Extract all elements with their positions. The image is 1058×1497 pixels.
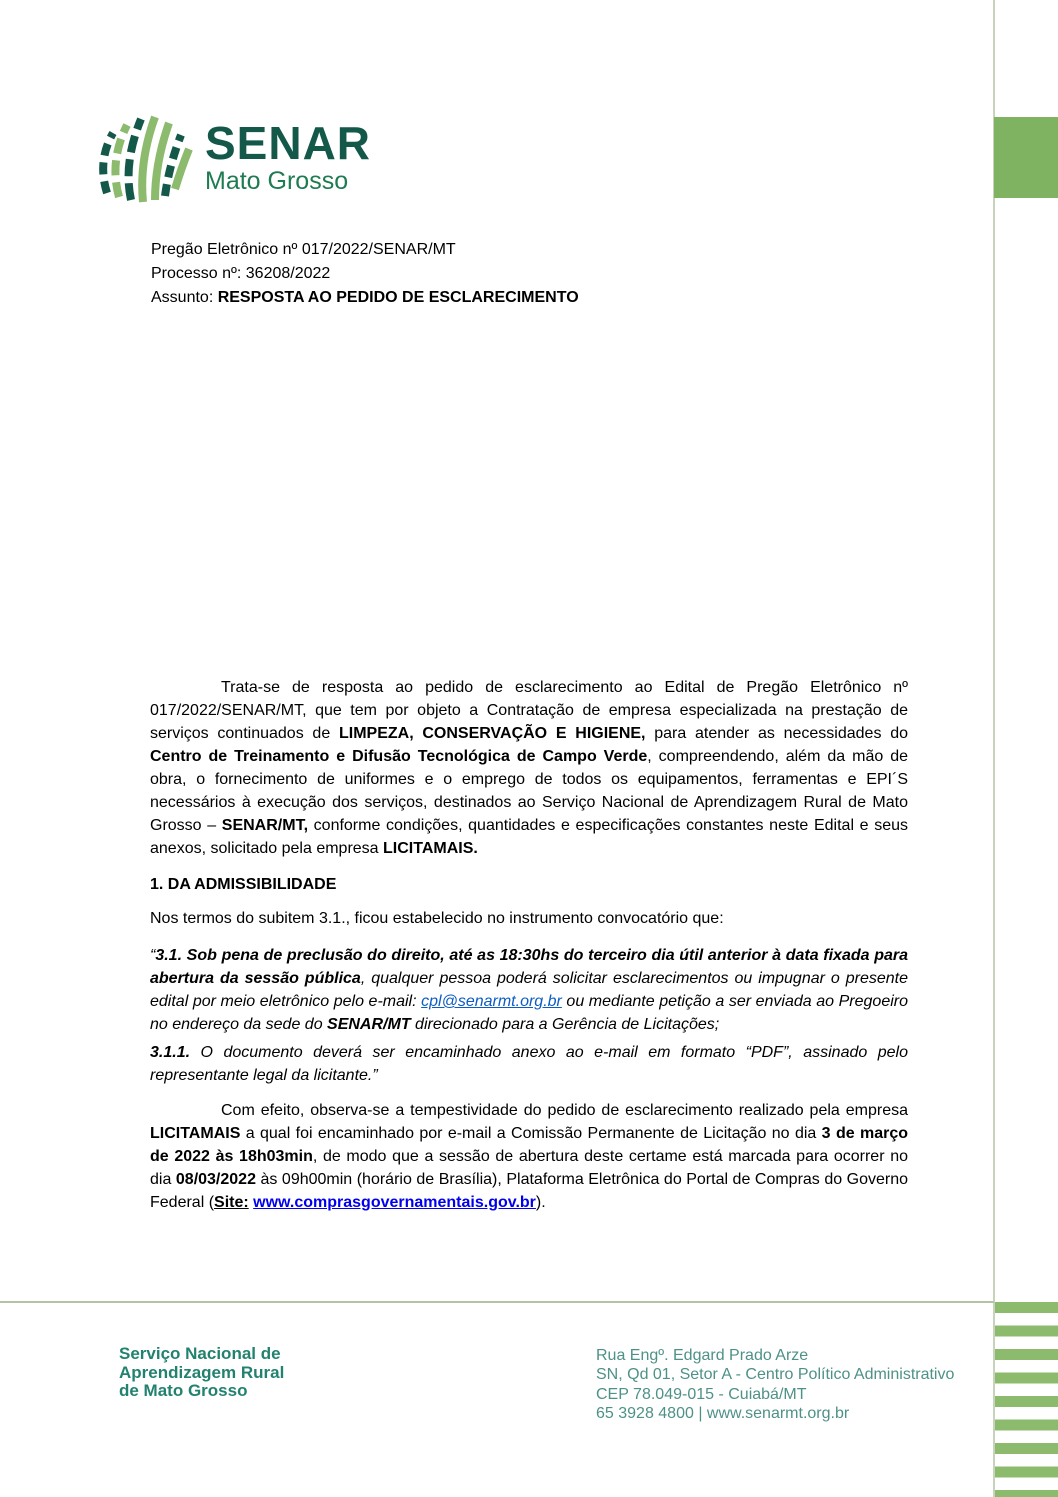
- text-run: a qual foi encaminhado por e-mail a Comissão Permanente de Licitação no dia: [240, 1125, 822, 1142]
- footer-address-line: SN, Qd 01, Setor A - Centro Político Administrativo: [596, 1366, 955, 1384]
- text-run: LICITAMAIS: [150, 1125, 241, 1142]
- text-run: para atender as necessidades do: [645, 725, 908, 742]
- document-header: [151, 238, 579, 310]
- footer-organization: [119, 1345, 284, 1401]
- text-run: 3.1. Sob pena de preclusão do direito, até as 18:30hs do terceiro dia útil anterior à data fixada para abertura da sessão pública: [150, 947, 908, 987]
- section-heading-admissibilidade: 1. DA ADMISSIBILIDADE: [150, 876, 337, 893]
- email-link[interactable]: cpl@senarmt.org.br: [421, 993, 562, 1010]
- text-run: conforme condições, quantidades e especificações constantes neste Edital e seus anexos, solicitado pela empresa: [150, 817, 908, 857]
- text-run: LICITAMAIS.: [383, 840, 478, 857]
- footer-address-line: CEP 78.049-015 - Cuiabá/MT: [596, 1385, 807, 1403]
- footer-address-line: 65 3928 4800 | www.senarmt.org.br: [596, 1404, 850, 1422]
- text-run: 3.1.1.: [150, 1044, 191, 1061]
- senar-logo: [97, 111, 371, 203]
- assunto-value: RESPOSTA AO PEDIDO DE ESCLARECIMENTO: [217, 289, 579, 306]
- assunto-label: Assunto:: [151, 289, 218, 306]
- senar-logo-mark: [97, 111, 193, 203]
- logo-text: [205, 117, 372, 195]
- text-run: , de modo que a sessão de abertura deste certame está marcada para ocorrer no dia: [150, 1148, 908, 1188]
- text-run: LIMPEZA, CONSERVAÇÃO E HIGIENE,: [338, 725, 646, 742]
- text-run: “: [150, 947, 156, 964]
- text-run: 08/03/2022: [175, 1171, 256, 1188]
- paragraph-lead: Nos termos do subitem 3.1., ficou estabelecido no instrumento convocatório que:: [150, 910, 724, 927]
- text-run: , compreendendo, além da mão de obra, o fornecimento de uniformes e o emprego de todos os equipamentos, ferramentas e EPI´S necessários à execução dos serviços, destinados ao Serviço Nacional de Aprendizagem Rural de Mato Grosso –: [150, 748, 908, 834]
- text-run: SENAR/MT,: [221, 817, 309, 834]
- text-run: Com efeito, observa-se a tempestividade do pedido de esclarecimento realizado pela empresa: [221, 1102, 908, 1119]
- text-run: 3 de março de 2022 às 18h03min: [150, 1125, 909, 1165]
- logo-subtitle: Mato Grosso: [205, 167, 349, 195]
- footer-org-line: Serviço Nacional de: [119, 1344, 281, 1363]
- footer-divider-line: [0, 1301, 994, 1303]
- text-run: Trata-se de resposta ao pedido de esclarecimento ao Edital de Pregão Eletrônico nº 017/2022/SENAR/MT, que tem por objeto a Contratação de empresa especializada na prestação de serviços continuados de: [150, 679, 908, 742]
- logo-wordmark: SENAR: [205, 117, 372, 169]
- accent-green-stripes: [995, 1302, 1058, 1497]
- footer-org-line: Aprendizagem Rural: [119, 1362, 285, 1382]
- footer-address-line: Rua Engº. Edgard Prado Arze: [596, 1347, 809, 1364]
- text-run: ).: [535, 1194, 546, 1211]
- paragraph-intro: [150, 676, 908, 860]
- text-run: às 09h00min (horário de Brasília), Plataforma Eletrônica do Portal de Compras do Governo Federal (: [150, 1171, 909, 1211]
- accent-green-block: [994, 117, 1058, 198]
- quote-item-3-1-1: [150, 1041, 908, 1087]
- text-run: Centro de Treinamento e Difusão Tecnológica de Campo Verde: [150, 748, 648, 765]
- compras-link[interactable]: www.comprasgovernamentais.gov.br: [253, 1194, 536, 1211]
- footer-org-line: de Mato Grosso: [119, 1381, 248, 1400]
- text-run: direcionado para a Gerência de Licitações;: [410, 1016, 720, 1033]
- text-run: , qualquer pessoa poderá solicitar esclarecimentos ou impugnar o presente edital por meio eletrônico pelo e-mail:: [150, 970, 909, 1010]
- header-pregao-line: Pregão Eletrônico nº 017/2022/SENAR/MT: [151, 241, 456, 258]
- text-run: O documento deverá ser encaminhado anexo ao e-mail em formato “PDF”, assinado pelo representante legal da licitante.”: [150, 1044, 908, 1084]
- quote-item-3-1: [150, 944, 908, 1036]
- footer-address: [596, 1346, 954, 1423]
- right-margin-line: [993, 0, 995, 1497]
- document-body: [150, 676, 908, 1214]
- header-assunto-line: [151, 286, 579, 310]
- text-run: SENAR/MT: [327, 1016, 411, 1033]
- text-run: Site:: [214, 1194, 249, 1211]
- header-processo-line: Processo nº: 36208/2022: [151, 265, 331, 282]
- text-run: ou mediante petição a ser enviada ao Pregoeiro no endereço da sede do: [150, 993, 908, 1033]
- paragraph-tempestividade: [150, 1099, 908, 1214]
